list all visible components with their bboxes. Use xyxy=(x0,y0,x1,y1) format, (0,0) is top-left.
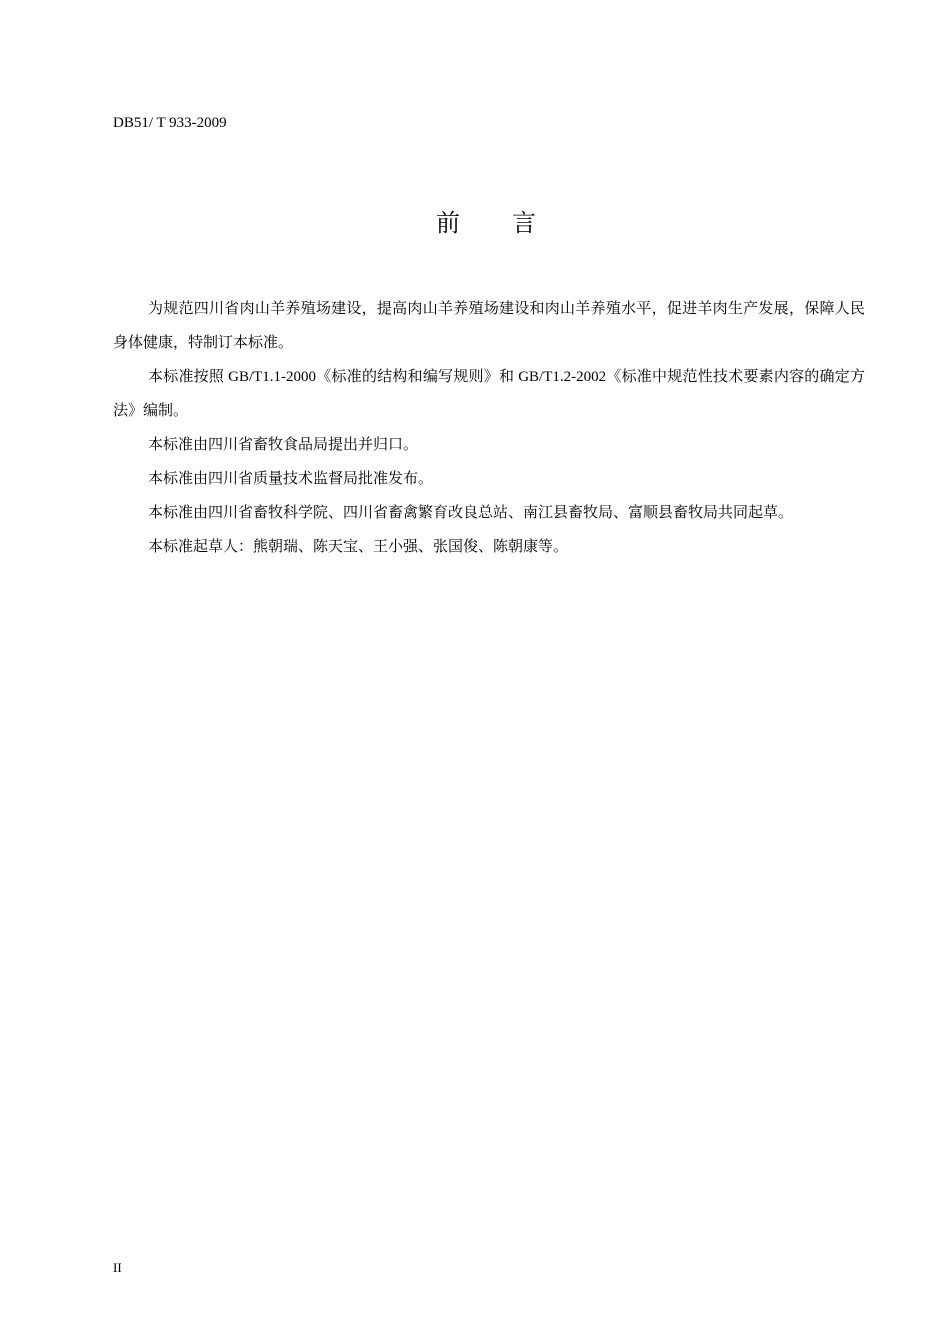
paragraph-approver: 本标准由四川省质量技术监督局批准发布。 xyxy=(148,471,434,487)
page-number: II xyxy=(113,1260,122,1275)
paragraph-drafting-units: 本标准由四川省畜牧科学院、四川省畜禽繁育改良总站、南江县畜牧局、富顺县畜牧局共同起草。 xyxy=(148,505,794,521)
page-title xyxy=(0,206,950,240)
paragraph-drafting-rules: 本标准按照 GB/T1.1-2000《标准的结构和编写规则》和 GB/T1.2-2002《标准中规范性技术要素内容的确定方法》编制。 xyxy=(113,369,865,419)
standard-code: DB51/ T 933-2009 xyxy=(113,115,227,131)
foreword-body xyxy=(113,292,865,564)
paragraph-drafters: 本标准起草人：熊朝瑞、陈天宝、王小强、张国俊、陈朝康等。 xyxy=(148,539,569,555)
paragraph-purpose: 为规范四川省肉山羊养殖场建设，提高肉山羊养殖场建设和肉山羊养殖水平，促进羊肉生产发展，保障人民身体健康，特制订本标准。 xyxy=(113,301,865,351)
paragraph-proposer: 本标准由四川省畜牧食品局提出并归口。 xyxy=(148,437,419,453)
page-title-char-2: 言 xyxy=(512,209,536,237)
page-title-char-1: 前 xyxy=(436,209,460,237)
